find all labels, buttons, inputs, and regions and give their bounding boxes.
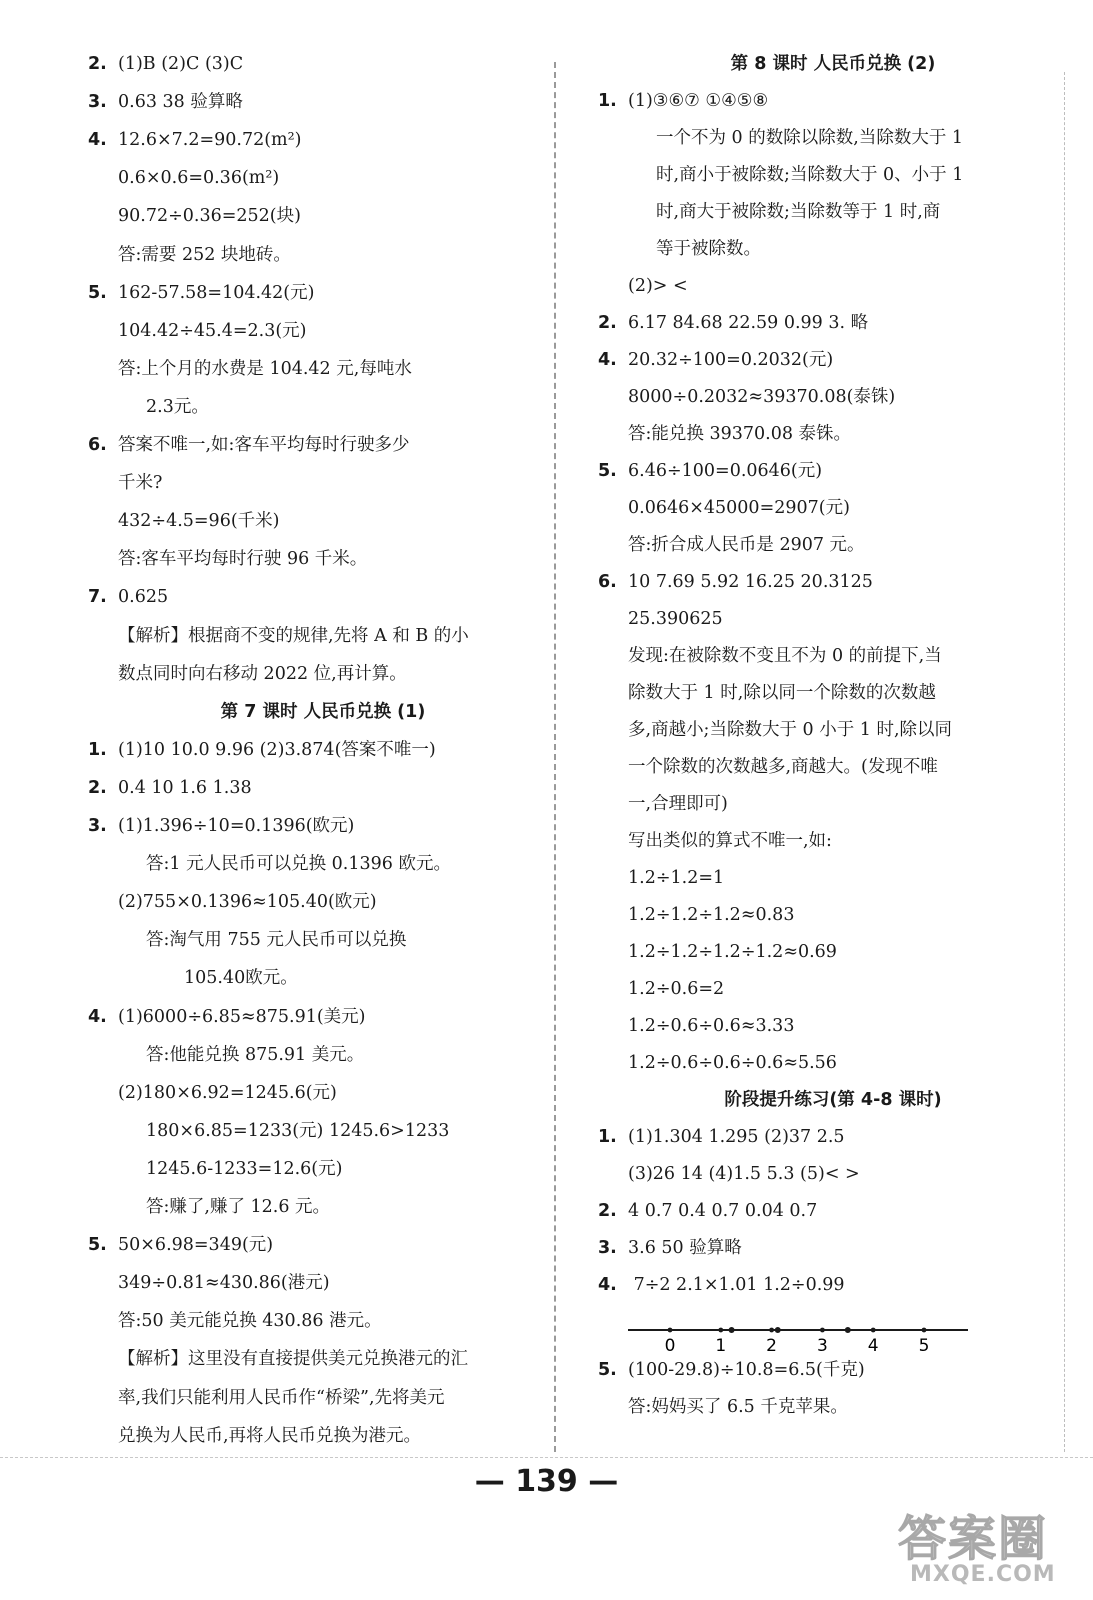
answer-text: 多,商越小;当除数大于 0 小于 1 时,除以同 — [628, 720, 953, 740]
answer-text: 0.625 — [118, 587, 169, 608]
number-line-tick — [769, 1328, 774, 1333]
question-number: 2. — [598, 1201, 617, 1221]
answer-line — [628, 1051, 837, 1075]
answer-text: 率,我们只能利用人民币作“桥梁”,先将美元 — [118, 1387, 445, 1408]
section-heading-text: 第 7 课时 人民币兑换 (1) — [220, 701, 426, 722]
answer-line — [598, 311, 868, 335]
answer-text: 1.2÷0.6÷0.6÷0.6≈5.56 — [628, 1053, 837, 1073]
answer-text: 等于被除数。 — [656, 239, 761, 259]
answer-line — [118, 890, 377, 914]
question-number: 3. — [598, 1238, 617, 1258]
answer-line — [118, 547, 367, 571]
answer-line — [118, 166, 279, 190]
number-line-point — [775, 1327, 781, 1333]
watermark-brand: 答案圈 — [898, 1511, 1049, 1567]
question-number: 3. — [88, 816, 107, 836]
answer-text: 数点同时向右移动 2022 位,再计算。 — [118, 663, 407, 684]
answer-line — [628, 755, 938, 779]
answer-text: 3.6 50 验算略 — [628, 1238, 742, 1258]
answer-text: 1.2÷0.6÷0.6≈3.33 — [628, 1016, 795, 1036]
answer-line — [146, 1157, 342, 1181]
answer-text: 0.4 10 1.6 1.38 — [118, 777, 252, 798]
question-number: 5. — [598, 1360, 617, 1380]
answer-line — [628, 496, 850, 520]
answer-text: 6.17 84.68 22.59 0.99 3. 略 — [628, 313, 869, 333]
answer-line — [146, 1043, 364, 1067]
answer-text: 180×6.85=1233(元) 1245.6>1233 — [146, 1120, 450, 1141]
answer-text: 答:赚了,赚了 12.6 元。 — [146, 1197, 331, 1217]
answer-line — [598, 1199, 817, 1223]
number-line-tick-label: 0 — [664, 1336, 676, 1356]
answer-line — [628, 792, 728, 816]
answer-text: 写出类似的算式不唯一,如: — [628, 831, 832, 851]
answer-line — [118, 624, 469, 648]
answer-line — [598, 1358, 865, 1382]
question-number: 5. — [88, 282, 107, 303]
answer-line — [118, 1386, 445, 1410]
answer-text: 除数大于 1 时,除以同一个除数的次数越 — [628, 683, 936, 703]
answer-text: (2)> < — [628, 276, 688, 296]
question-number: 4. — [88, 130, 107, 151]
answer-text: 时,商小于被除数;当除数大于 0、小于 1 — [656, 165, 964, 185]
answer-text: 20.32÷100=0.2032(元) — [628, 350, 834, 370]
answer-text: 50×6.98=349(元) — [118, 1235, 274, 1256]
question-number: 7. — [88, 587, 107, 608]
answer-line — [88, 585, 168, 609]
number-line-tick-label: 5 — [918, 1336, 930, 1356]
answer-line — [88, 814, 354, 838]
answer-text: 105.40欧元。 — [184, 968, 298, 989]
answer-line — [598, 89, 768, 113]
answer-line — [146, 1195, 330, 1219]
answer-line — [598, 348, 833, 372]
answer-line — [88, 281, 314, 305]
section-heading — [88, 700, 558, 724]
answer-text: 千米? — [118, 473, 163, 494]
section-heading-text: 阶段提升练习(第 4-8 课时) — [724, 1090, 942, 1110]
answer-line — [598, 1273, 845, 1297]
answer-line — [628, 829, 832, 853]
answer-text: 432÷4.5=96(千米) — [118, 511, 280, 532]
answer-text: 1.2÷1.2÷1.2≈0.83 — [628, 905, 795, 925]
answer-line — [184, 966, 298, 990]
answer-line — [88, 1005, 366, 1029]
answer-line — [88, 128, 302, 152]
answer-text: 10 7.69 5.92 16.25 20.3125 — [628, 572, 873, 592]
question-number: 4. — [598, 350, 617, 370]
section-heading-text: 第 8 课时 人民币兑换 (2) — [730, 54, 936, 74]
answer-text: 349÷0.81≈430.86(港元) — [118, 1273, 330, 1294]
number-line-point — [845, 1327, 851, 1333]
answer-line — [656, 237, 761, 261]
answer-line — [628, 1014, 794, 1038]
answer-text: 答:折合成人民币是 2907 元。 — [628, 535, 865, 555]
answer-text: 答:50 美元能兑换 430.86 港元。 — [118, 1311, 382, 1332]
answer-text: 6.46÷100=0.0646(元) — [628, 461, 823, 481]
answer-text: 一,合理即可) — [628, 794, 728, 814]
answer-text: 一个不为 0 的数除以除数,当除数大于 1 — [656, 128, 964, 148]
question-number: 2. — [88, 777, 107, 798]
answer-text: 【解析】这里没有直接提供美元兑换港元的汇 — [118, 1349, 468, 1370]
answer-line — [628, 533, 865, 557]
answer-text: 一个除数的次数越多,商越大。(发现不唯 — [628, 757, 938, 777]
question-number: 4. — [88, 1006, 107, 1027]
answer-text: 答:能兑换 39370.08 泰铢。 — [628, 424, 852, 444]
answer-text: 【解析】根据商不变的规律,先将 A 和 B 的小 — [118, 625, 469, 646]
question-number: 2. — [88, 54, 107, 74]
answer-line — [628, 607, 723, 631]
answer-line — [146, 395, 209, 419]
answer-text: (2)755×0.1396≈105.40(欧元) — [118, 892, 377, 913]
section-heading — [598, 52, 1068, 76]
answer-text: 兑换为人民币,再将人民币兑换为港元。 — [118, 1425, 422, 1446]
answer-text: 0.63 38 验算略 — [118, 92, 243, 113]
answer-line — [628, 274, 688, 298]
answer-line — [628, 644, 942, 668]
answer-text: 答:淘气用 755 元人民币可以兑换 — [146, 930, 407, 951]
number-line-tick-label: 1 — [715, 1336, 727, 1356]
answer-text: 0.6×0.6=0.36(m²) — [118, 168, 280, 189]
answer-line — [628, 422, 851, 446]
answer-line — [628, 718, 952, 742]
answer-text: (1)6000÷6.85≈875.91(美元) — [118, 1006, 366, 1027]
answer-text: 1.2÷0.6=2 — [628, 979, 725, 999]
answer-line — [88, 90, 243, 114]
number-line-point — [729, 1327, 735, 1333]
answer-text: 答:客车平均每时行驶 96 千米。 — [118, 549, 368, 570]
answer-line — [88, 52, 243, 76]
answer-line — [628, 681, 936, 705]
right-margin-rule — [1064, 72, 1065, 1452]
number-line-tick — [922, 1328, 927, 1333]
column-divider — [554, 62, 556, 1452]
number-line-tick — [668, 1328, 673, 1333]
answer-line — [656, 126, 963, 150]
answer-line — [88, 738, 436, 762]
answer-line — [628, 977, 724, 1001]
answer-text: 90.72÷0.36=252(块) — [118, 206, 301, 227]
answer-line — [118, 1081, 337, 1105]
answer-text: 162-57.58=104.42(元) — [118, 282, 315, 303]
answer-line — [118, 471, 162, 495]
number-line-tick-label: 4 — [867, 1336, 879, 1356]
answer-text: 0.0646×45000=2907(元) — [628, 498, 850, 518]
answer-text: 4 0.7 0.4 0.7 0.04 0.7 — [628, 1201, 818, 1221]
number-line-tick — [820, 1328, 825, 1333]
question-number: 1. — [598, 1127, 617, 1147]
answer-line — [628, 903, 794, 927]
answer-line — [118, 509, 279, 533]
answer-text: (2)180×6.92=1245.6(元) — [118, 1082, 337, 1103]
answer-line — [598, 570, 873, 594]
answer-line — [118, 319, 307, 343]
watermark-url: MXQE.COM — [910, 1562, 1056, 1587]
answer-line — [88, 776, 252, 800]
footer-rule — [0, 1457, 1093, 1458]
question-number: 6. — [88, 435, 107, 455]
answer-text: (1)B (2)C (3)C — [118, 54, 244, 74]
question-number: 1. — [598, 91, 617, 111]
answer-text: 8000÷0.2032≈39370.08(泰铢) — [628, 387, 896, 407]
answer-line — [598, 1125, 845, 1149]
answer-text: 1245.6-1233=12.6(元) — [146, 1158, 343, 1179]
answer-line — [656, 163, 963, 187]
answer-text: 104.42÷45.4=2.3(元) — [118, 320, 307, 341]
answer-line — [118, 1309, 382, 1333]
answer-line — [118, 1271, 330, 1295]
answer-text: (1)10 10.0 9.96 (2)3.874(答案不唯一) — [118, 739, 436, 760]
answer-line — [118, 243, 291, 267]
answer-text: (3)26 14 (4)1.5 5.3 (5)< > — [628, 1164, 860, 1184]
answer-line — [656, 200, 940, 224]
answer-text: 发现:在被除数不变且不为 0 的前提下,当 — [628, 646, 942, 666]
answer-line — [118, 1347, 468, 1371]
answer-text: (1)1.304 1.295 (2)37 2.5 — [628, 1127, 845, 1147]
answer-text: 答:上个月的水费是 104.42 元,每吨水 — [118, 358, 412, 379]
answer-text: 时,商大于被除数;当除数等于 1 时,商 — [656, 202, 941, 222]
answer-text: 1.2÷1.2÷1.2÷1.2≈0.69 — [628, 942, 837, 962]
answer-line — [118, 357, 412, 381]
answer-line — [628, 385, 895, 409]
answer-text: 2.3元。 — [146, 396, 209, 417]
answer-text: 答案不唯一,如:客车平均每时行驶多少 — [118, 435, 410, 455]
answer-text: 12.6×7.2=90.72(m²) — [118, 130, 302, 151]
question-number: 6. — [598, 572, 617, 592]
answer-line — [628, 940, 837, 964]
page-number-value: 139 — [515, 1464, 578, 1499]
answer-text: 1.2÷1.2=1 — [628, 868, 725, 888]
answer-text: (1)③⑥⑦ ①④⑤⑧ — [628, 91, 769, 111]
number-line-tick — [718, 1328, 723, 1333]
answer-text: (1)1.396÷10=0.1396(欧元) — [118, 816, 355, 836]
number-line-tick-label: 3 — [816, 1336, 828, 1356]
answer-line — [118, 1424, 421, 1448]
number-line-tick-label: 2 — [766, 1336, 778, 1356]
answer-text: 7÷2 2.1×1.01 1.2÷0.99 — [628, 1275, 845, 1295]
answer-line — [146, 852, 451, 876]
answer-text: 答:妈妈买了 6.5 千克苹果。 — [628, 1397, 848, 1417]
question-number: 4. — [598, 1275, 617, 1295]
answer-text: 答:1 元人民币可以兑换 0.1396 欧元。 — [146, 854, 451, 875]
answer-line — [146, 1119, 449, 1143]
answer-text: 25.390625 — [628, 609, 723, 629]
answer-line — [598, 1236, 742, 1260]
answer-line — [628, 866, 724, 890]
answer-line — [118, 662, 407, 686]
answer-line — [146, 928, 406, 952]
number-line-tick — [871, 1328, 876, 1333]
question-number: 2. — [598, 313, 617, 333]
answer-text: 答:需要 252 块地砖。 — [118, 244, 291, 265]
page-number: — 139 — — [474, 1464, 619, 1499]
question-number: 3. — [88, 92, 107, 113]
answer-text: 答:他能兑换 875.91 美元。 — [146, 1044, 365, 1065]
answer-line — [628, 1395, 848, 1419]
watermark-logo — [898, 1500, 1078, 1595]
number-line — [628, 1318, 973, 1358]
question-number: 5. — [598, 461, 617, 481]
answer-text: (100-29.8)÷10.8=6.5(千克) — [628, 1360, 865, 1380]
answer-line — [118, 204, 301, 228]
answer-line — [88, 1233, 273, 1257]
answer-line — [628, 1162, 860, 1186]
answer-line — [598, 459, 822, 483]
question-number: 5. — [88, 1235, 107, 1256]
answer-line — [88, 433, 409, 457]
question-number: 1. — [88, 739, 107, 760]
section-heading — [598, 1088, 1068, 1112]
